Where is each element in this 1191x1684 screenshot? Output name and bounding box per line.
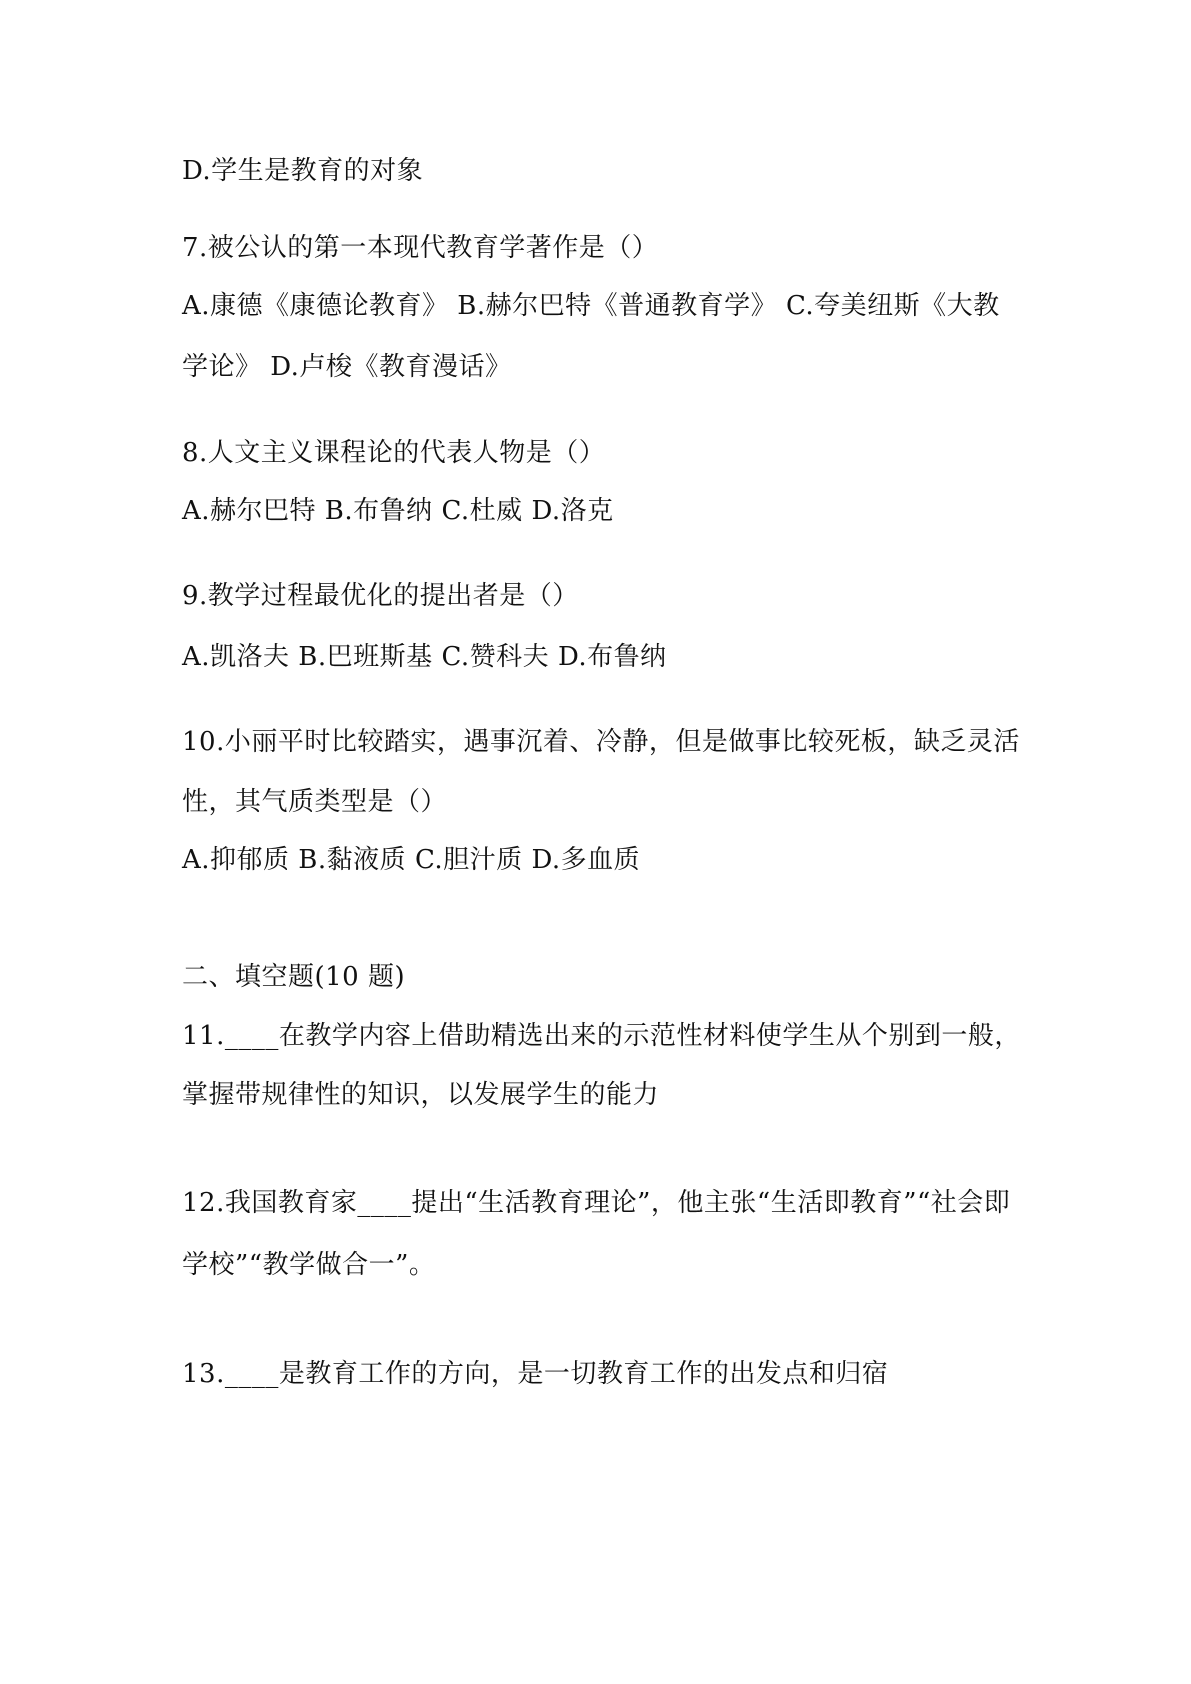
q13-line1: 13.____是教育工作的方向，是一切教育工作的出发点和归宿: [182, 1359, 889, 1389]
q7-options-line2: 学论》 D.卢梭《教育漫话》: [182, 352, 512, 382]
section2-heading: 二、填空题(10 题): [182, 962, 406, 992]
q10-stem-line2: 性，其气质类型是（）: [182, 787, 448, 817]
q7-options-line1: A.康德《康德论教育》 B.赫尔巴特《普通教育学》 C.夸美纽斯《大教: [182, 291, 1000, 321]
q10-stem-line1: 10.小丽平时比较踏实，遇事沉着、冷静，但是做事比较死板，缺乏灵活: [182, 727, 1020, 757]
q10-options: A.抑郁质 B.黏液质 C.胆汁质 D.多血质: [182, 845, 641, 875]
q11-line2: 掌握带规律性的知识，以发展学生的能力: [182, 1080, 660, 1110]
q12-line2: 学校”“教学做合一”。: [182, 1250, 436, 1280]
q6-option-d: D.学生是教育的对象: [182, 156, 424, 186]
q9-options: A.凯洛夫 B.巴班斯基 C.赞科夫 D.布鲁纳: [182, 642, 667, 672]
q8-stem: 8.人文主义课程论的代表人物是（）: [182, 438, 606, 468]
q12-line1: 12.我国教育家____提出“生活教育理论”，他主张“生活即教育”“社会即: [182, 1188, 1011, 1218]
q7-stem: 7.被公认的第一本现代教育学著作是（）: [182, 233, 659, 263]
q8-options: A.赫尔巴特 B.布鲁纳 C.杜威 D.洛克: [182, 496, 614, 526]
q9-stem: 9.教学过程最优化的提出者是（）: [182, 581, 579, 611]
q11-line1: 11.____在教学内容上借助精选出来的示范性材料使学生从个别到一般，: [182, 1021, 1021, 1051]
